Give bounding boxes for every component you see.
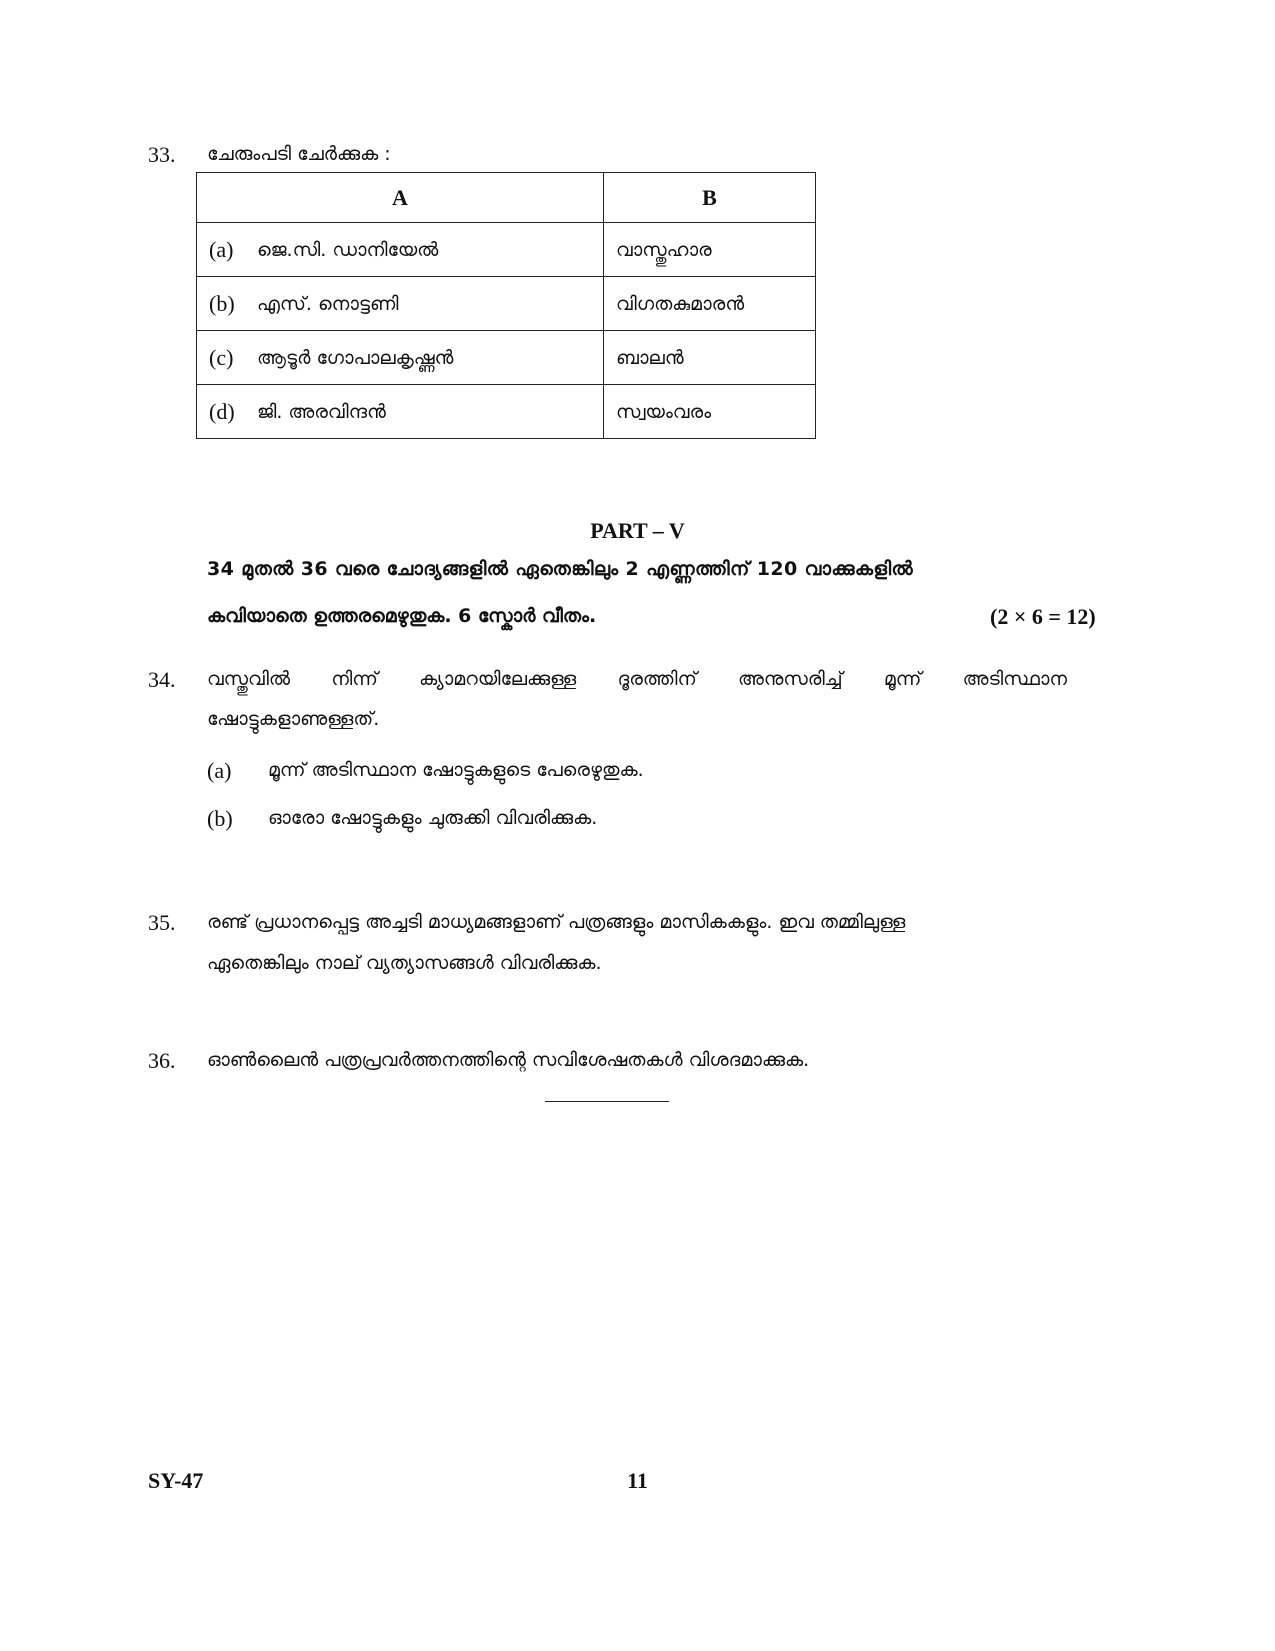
part-instruction-line2: കവിയാതെ ഉത്തരമെഴുതുക. 6 സ്കോർ വീതം. [207,605,597,627]
table-row [197,223,816,277]
table-cell-b: വാസ്തുഹാര [604,223,816,277]
question-text-line2: ഏതെങ്കിലും നാല് വ്യത്യാസങ്ങൾ വിവരിക്കുക. [207,952,602,974]
table-header-row [197,173,816,223]
row-label: (a) [209,236,234,262]
question-text-line2: ഷോട്ടുകളാണുള്ളത്. [207,708,380,730]
table-cell-a [197,331,604,385]
subquestion-label: (a) [207,758,232,783]
marks-allocation: (2 × 6 = 12) [990,604,1096,629]
table-row [197,385,816,439]
table-cell-b: സ്വയംവരം [604,385,816,439]
table-cell-b: ബാലൻ [604,331,816,385]
table-row [197,277,816,331]
column-header-a: A [197,173,604,223]
table-cell-a [197,385,604,439]
table-row [197,331,816,385]
question-number: 34. [148,667,176,692]
subquestion-text: ഓരോ ഷോട്ടുകളും ചുരുക്കി വിവരിക്കുക. [268,807,598,829]
end-divider [545,1101,669,1102]
row-label: (b) [209,290,235,316]
question-text: ചേരുംപടി ചേർക്കുക : [207,143,391,165]
subquestion-text: മൂന്ന് അടിസ്ഥാന ഷോട്ടുകളുടെ പേരെഴുതുക. [268,759,644,781]
question-text-line1: വസ്തുവിൽ നിന്ന് ക്യാമറയിലേക്കുള്ള ദൂരത്തിന് അനുസരിച്ച് മൂന്ന് അടിസ്ഥാന [207,668,1067,690]
page-number: 11 [627,1468,648,1493]
cell-text: ജെ.സി. ഡാനിയേൽ [257,238,439,261]
match-table [196,172,816,439]
cell-text: എസ്. നൊട്ടണി [257,292,399,315]
table-cell-b: വിഗതകുമാരൻ [604,277,816,331]
cell-text: ജി. അരവിന്ദൻ [257,400,386,423]
question-text-line1: രണ്ട് പ്രധാനപ്പെട്ട അച്ചടി മാധ്യമങ്ങളാണ് പത്രങ്ങളും മാസികകളും. ഇവ തമ്മിലുള്ള [207,911,906,933]
subquestion-label: (b) [207,806,233,831]
column-header-b: B [604,173,816,223]
cell-text: ആടൂർ ഗോപാലകൃഷ്ണൻ [257,346,454,369]
question-text: ഓൺലൈൻ പത്രപ്രവർത്തനത്തിന്റെ സവിശേഷതകൾ വിശദമാക്കുക. [207,1049,810,1071]
paper-code: SY-47 [148,1468,204,1493]
table-cell-a [197,277,604,331]
part-title: PART – V [590,518,685,543]
row-label: (c) [209,344,234,370]
question-number: 33. [148,142,176,167]
question-number: 36. [148,1048,176,1073]
question-number: 35. [148,910,176,935]
row-label: (d) [209,398,235,424]
table-cell-a [197,223,604,277]
part-instruction-line1: 34 മുതൽ 36 വരെ ചോദ്യങ്ങളിൽ ഏതെങ്കിലും 2 എണ്ണത്തിന് 120 വാക്കുകളിൽ [207,558,914,580]
